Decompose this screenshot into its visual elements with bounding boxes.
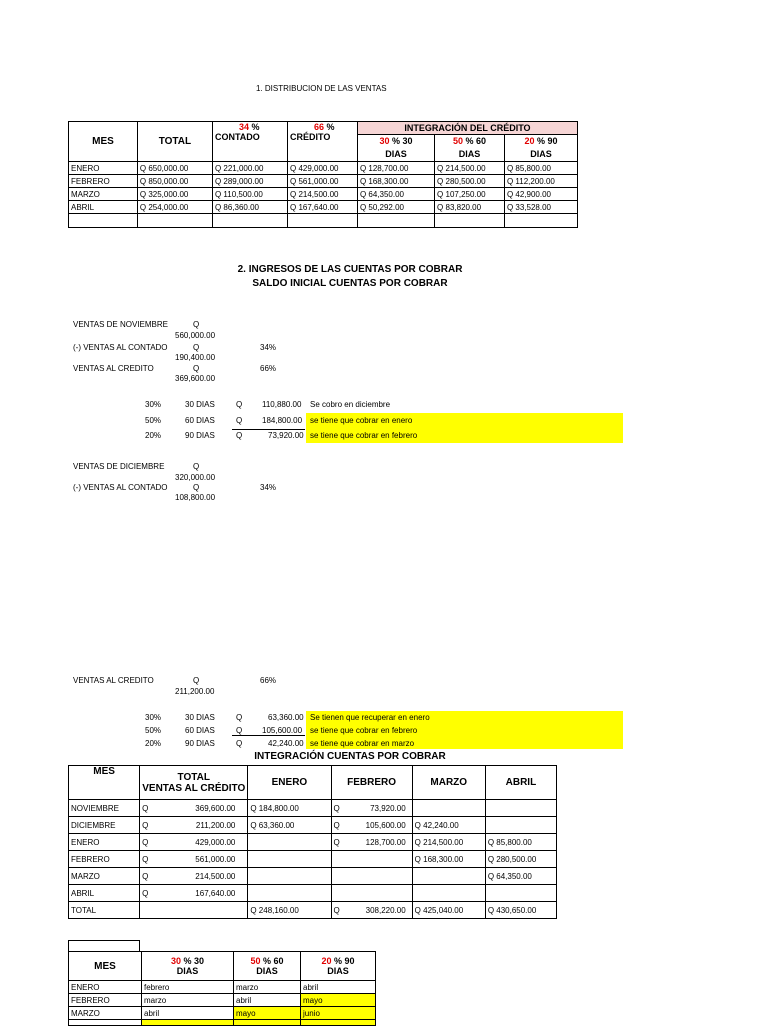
- nov-line-note: se tiene que cobrar en febrero: [310, 431, 418, 440]
- col-contado: 34 % CONTADO: [212, 122, 287, 162]
- table-row: FEBRERO marzo abril mayo: [69, 994, 376, 1007]
- dic-line-value: 42,240.00: [268, 739, 304, 748]
- nov-ventas-q: Q: [193, 320, 200, 329]
- dic-line-dias: 60 DIAS: [185, 726, 215, 735]
- dic-contado-q: Q: [193, 483, 200, 492]
- dic-line-value: 63,360.00: [268, 713, 304, 722]
- nov-contado-label: (-) VENTAS AL CONTADO: [73, 343, 168, 352]
- nov-contado-value: 190,400.00: [175, 353, 216, 362]
- col-mes: MES: [69, 122, 138, 162]
- table-row: FEBRERO Q 561,000.00 Q 168,300.00 Q 280,500.00: [69, 851, 557, 868]
- nov-line-pct: 50%: [145, 416, 162, 425]
- col-60: 50 % 60: [435, 135, 505, 148]
- table-row: ENERO febrero marzo abril: [69, 981, 376, 994]
- dic-contado-label: (-) VENTAS AL CONTADO: [73, 483, 168, 492]
- integracion-credito-header: INTEGRACIÓN DEL CRÉDITO: [357, 122, 577, 135]
- distribution-table: [68, 121, 578, 228]
- table-row: NOVIEMBRE Q 369,600.00 Q 184,800.00 Q 73,920.00: [69, 800, 557, 817]
- dic-line-pct: 20%: [145, 739, 162, 748]
- nov-line-q: Q: [236, 431, 243, 440]
- dias-label: DIAS: [504, 148, 577, 162]
- dic-line-value: 105,600.00: [262, 726, 303, 735]
- dic-line-note: se tiene que cobrar en marzo: [310, 739, 415, 748]
- dic-credito-q: Q: [193, 676, 200, 685]
- table-row: TOTAL Q 248,160.00 Q 308,220.00 Q 425,040.00 Q 430,650.00: [69, 902, 557, 919]
- integracion-title: INTEGRACIÓN CUENTAS POR COBRAR: [254, 751, 446, 762]
- nov-line-q: Q: [236, 400, 243, 409]
- table-row: DICIEMBRE Q 211,200.00 Q 63,360.00 Q 105,600.00 Q 42,240.00: [69, 817, 557, 834]
- integracion-table: MES TOTAL VENTAS AL CRÉDITO ENERO FEBRERO MARZO ABRIL NOVIEMBRE Q 369,600.00 Q 184,800.00 Q 73,920.00 DICIEMBRE Q 211,200.00 Q 63,360.00 Q 105,600.00 Q 42,240.00 ENERO Q 429,000.00 Q 128,700.00 Q 214,500.00 Q 85,800.00 FEBRERO Q 561,000.00 Q 168,300.00 Q 280,500.00 MARZO Q 214,500.00 Q 64,350.00 ABRIL Q 167,640.00 TOTAL Q 248,160.00 Q 308,220.00 Q 425,040.00 Q 430,650.00: [68, 765, 557, 919]
- col-credito: 66 % CRÉDITO: [288, 122, 358, 162]
- table-row: FEBRERO Q 850,000.00 Q 289,000.00 Q 561,000.00 Q 168,300.00 Q 280,500.00 Q 112,200.00: [69, 175, 578, 188]
- nov-credito-value: 369,600.00: [175, 374, 216, 383]
- table-row: [69, 1020, 376, 1026]
- dias-label: DIAS: [357, 148, 434, 162]
- nov-ventas-label: VENTAS DE NOVIEMBRE: [73, 320, 168, 329]
- dic-line-q: Q: [236, 739, 243, 748]
- dic-credito-value: 211,200.00: [175, 687, 215, 696]
- nov-line-dias: 30 DIAS: [185, 400, 215, 409]
- col-90: 20 % 90: [504, 135, 577, 148]
- dic-contado-value: 108,800.00: [175, 493, 216, 502]
- dic-line-dias: 90 DIAS: [185, 739, 215, 748]
- nov-line-value: 110,880.00: [262, 400, 302, 409]
- table-row: MARZO Q 325,000.00 Q 110,500.00 Q 214,500.00 Q 64,350.00 Q 107,250.00 Q 42,900.00: [69, 188, 578, 201]
- nov-line-dias: 60 DIAS: [185, 416, 215, 425]
- dic-line-note: Se tienen que recuperar en enero: [310, 713, 430, 722]
- section2-title: 2. INGRESOS DE LAS CUENTAS POR COBRAR: [237, 264, 463, 275]
- dic-line-pct: 50%: [145, 726, 162, 735]
- dic-sum-line: [232, 735, 305, 736]
- table-row: ENERO Q 650,000.00 Q 221,000.00 Q 429,000.00 Q 128,700.00 Q 214,500.00 Q 85,800.00: [69, 162, 578, 175]
- col-total: TOTAL: [137, 122, 212, 162]
- table-row: ABRIL Q 254,000.00 Q 86,360.00 Q 167,640.00 Q 50,292.00 Q 83,820.00 Q 33,528.00: [69, 201, 578, 214]
- nov-contado-q: Q: [193, 343, 200, 352]
- dic-ventas-label: VENTAS DE DICIEMBRE: [73, 462, 165, 471]
- dic-line-q: Q: [236, 726, 243, 735]
- col-30: 30 % 30: [357, 135, 434, 148]
- nov-ventas-value: 560,000.00: [175, 331, 216, 340]
- table-row: ENERO Q 429,000.00 Q 128,700.00 Q 214,500.00 Q 85,800.00: [69, 834, 557, 851]
- table-row: MARZO Q 214,500.00 Q 64,350.00: [69, 868, 557, 885]
- dic-ventas-value: 320,000.00: [175, 473, 216, 482]
- dic-line-dias: 30 DIAS: [185, 713, 215, 722]
- dic-credito-pct: 66%: [260, 676, 277, 685]
- table-row: MARZO abril mayo junio: [69, 1007, 376, 1020]
- nov-line-dias: 90 DIAS: [185, 431, 215, 440]
- nov-credito-q: Q: [193, 364, 200, 373]
- dic-credito-label: VENTAS AL CREDITO: [73, 676, 154, 685]
- nov-line-q: Q: [236, 416, 243, 425]
- nov-credito-label: VENTAS AL CREDITO: [73, 364, 154, 373]
- dic-line-note: se tiene que cobrar en febrero: [310, 726, 418, 735]
- nov-line-pct: 30%: [145, 400, 162, 409]
- nov-credito-pct: 66%: [260, 364, 277, 373]
- section2-subtitle: SALDO INICIAL CUENTAS POR COBRAR: [252, 278, 448, 289]
- meses-table: MES 30 % 30 DIAS 50 % 60 DIAS 20 % 90 DIAS ENERO febrero marzo abril FEBRERO marzo abril mayo MARZO abril mayo junio: [68, 951, 376, 1026]
- dic-line-q: Q: [236, 713, 243, 722]
- table-row: ABRIL Q 167,640.00: [69, 885, 557, 902]
- nov-line-pct: 20%: [145, 431, 162, 440]
- nov-sum-line: [232, 429, 305, 430]
- dias-label: DIAS: [435, 148, 505, 162]
- nov-contado-pct: 34%: [260, 343, 277, 352]
- dic-contado-pct: 34%: [260, 483, 277, 492]
- dic-ventas-q: Q: [193, 462, 200, 471]
- nov-line-value: 73,920.00: [268, 431, 304, 440]
- dic-line-pct: 30%: [145, 713, 162, 722]
- nov-line-note: Se cobro en diciembre: [310, 400, 391, 409]
- nov-line-value: 184,800.00: [262, 416, 303, 425]
- nov-line-note: se tiene que cobrar en enero: [310, 416, 413, 425]
- section1-title: 1. DISTRIBUCION DE LAS VENTAS: [256, 84, 387, 93]
- table-row: [69, 214, 578, 228]
